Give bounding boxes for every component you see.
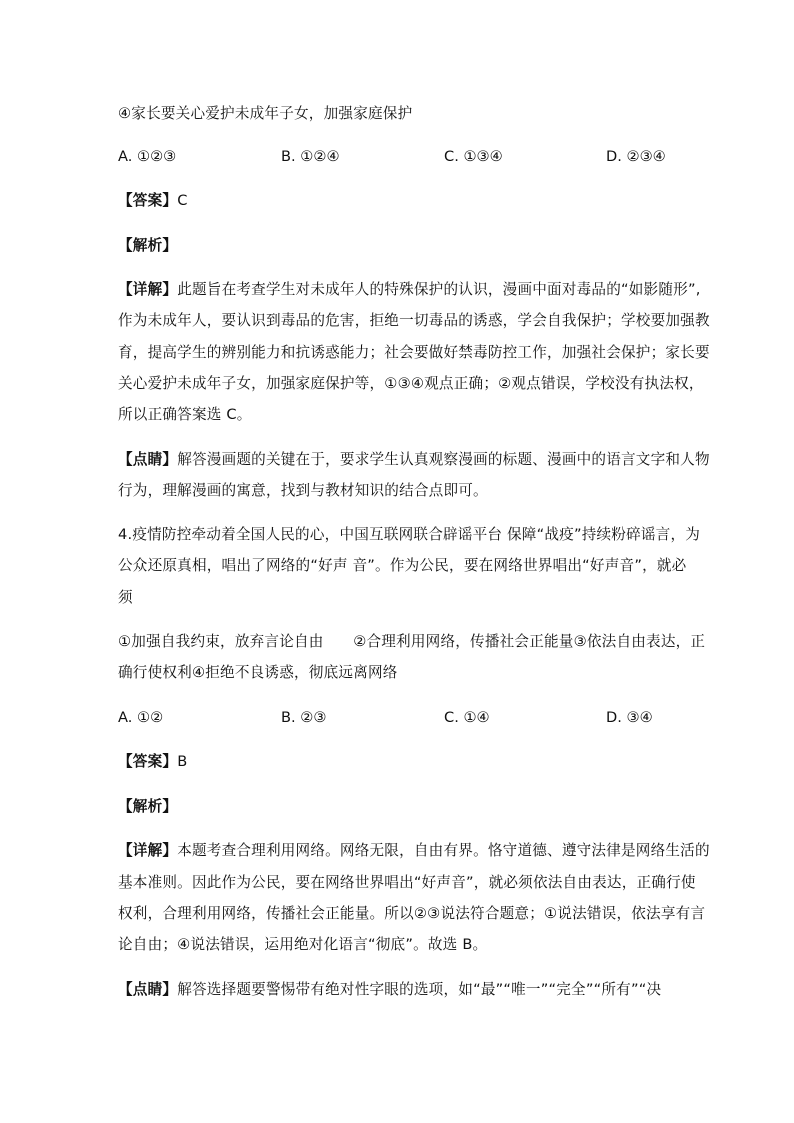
answer-value: C xyxy=(177,192,188,209)
q3-detail-line: 育，提高学生的辨别能力和抗诱惑能力；社会要做好禁毒防控工作，加强社会保护；家长要 xyxy=(118,344,710,361)
comment-text: 解答选择题要警惕带有绝对性字眼的选项，如“最”“唯一”“完全”“所有”“决 xyxy=(177,981,662,998)
analysis-tag: 【解析】 xyxy=(118,798,178,815)
q3-item-4: ④家长要关心爱护未成年子女，加强家庭保护 xyxy=(118,105,413,122)
comment-tag: 【点睛】 xyxy=(118,451,178,468)
analysis-tag: 【解析】 xyxy=(118,237,178,254)
q4-stem-line: 须 xyxy=(118,589,133,606)
q3-option-a: A. ①②③ xyxy=(118,148,177,165)
q4-option-a: A. ①② xyxy=(118,709,164,726)
q3-comment-line: 行为，理解漫画的寓意，找到与教材知识的结合点即可。 xyxy=(118,482,488,499)
q4-detail-line: 权利，合理利用网络，传播社会正能量。所以②③说法符合题意；①说法错误，依法享有言 xyxy=(118,905,706,922)
detail-text: 本题考查合理利用网络。网络无限，自由有界。恪守道德、遵守法律是网络生活的 xyxy=(177,842,710,859)
q4-items-line: ①加强自我约束，放弃言论自由 ②合理利用网络，传播社会正能量③依法自由表达，正 xyxy=(118,633,706,650)
detail-text: 此题旨在考查学生对未成年人的特殊保护的认识，漫画中面对毒品的“如影随形”, xyxy=(177,281,701,298)
q4-stem-line: 4.疫情防控牵动着全国人民的心，中国互联网联合辟谣平台 保障“战疫”持续粉碎谣言，为 xyxy=(118,526,701,543)
q4-answer xyxy=(118,752,187,772)
q3-detail-line xyxy=(118,280,701,300)
q4-stem-line: 公众还原真相，唱出了网络的“好声 音”。作为公民，要在网络世界唱出“好声音”，就必 xyxy=(118,557,687,574)
q3-comment-line xyxy=(118,450,710,470)
q4-analysis-heading xyxy=(118,797,177,817)
q4-comment-line xyxy=(118,980,661,1000)
detail-tag: 【详解】 xyxy=(118,281,178,298)
q3-detail-line: 作为未成年人，要认识到毒品的危害，拒绝一切毒品的诱惑，学会自我保护；学校要加强教 xyxy=(118,312,710,329)
q4-items-line: 确行使权利④拒绝不良诱惑，彻底远离网络 xyxy=(118,664,398,681)
detail-tag: 【详解】 xyxy=(118,842,178,859)
comment-text: 解答漫画题的关键在于，要求学生认真观察漫画的标题、漫画中的语言文字和人物 xyxy=(177,451,710,468)
q4-option-d: D. ③④ xyxy=(606,709,653,726)
q4-detail-line: 论自由；④说法错误，运用绝对化语言“彻底”。故选 B。 xyxy=(118,936,488,953)
answer-value: B xyxy=(177,753,188,770)
q3-option-d: D. ②③④ xyxy=(606,148,666,165)
q4-detail-line: 基本准则。因此作为公民，要在网络世界唱出“好声音”，就必须依法自由表达，正确行使 xyxy=(118,874,696,891)
q4-option-c: C. ①④ xyxy=(444,709,490,726)
q3-detail-line: 关心爱护未成年子女，加强家庭保护等，①③④观点正确；②观点错误，学校没有执法权， xyxy=(118,375,704,392)
q3-option-c: C. ①③④ xyxy=(444,148,503,165)
q3-option-b: B. ①②④ xyxy=(281,148,340,165)
q4-detail-line xyxy=(118,841,710,861)
answer-tag: 【答案】 xyxy=(118,753,178,770)
q4-option-b: B. ②③ xyxy=(281,709,327,726)
q3-answer xyxy=(118,191,188,211)
q3-detail-line: 所以正确答案选 C。 xyxy=(118,406,252,423)
comment-tag: 【点睛】 xyxy=(118,981,178,998)
q3-analysis-heading xyxy=(118,236,177,256)
answer-tag: 【答案】 xyxy=(118,192,178,209)
